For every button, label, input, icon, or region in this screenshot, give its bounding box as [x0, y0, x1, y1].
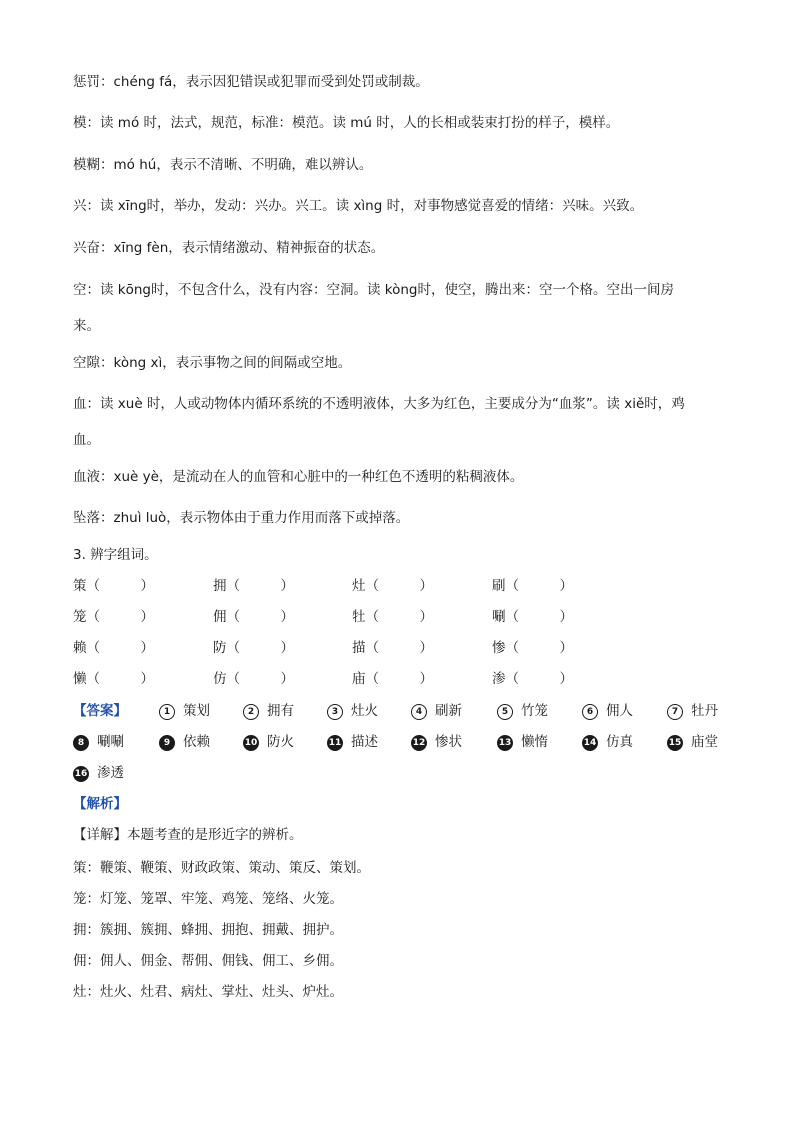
paragraph-mo: 模：读 mó 时，法式，规范，标准：模范。读 mú 时，人的长相或装束打扮的样子，模样。 — [73, 115, 620, 131]
answer-number: 8 — [73, 735, 89, 751]
grid-cell: 刷（ ） — [492, 578, 573, 594]
grid-cell: 描（ ） — [352, 640, 433, 656]
detail-line — [73, 825, 303, 845]
answer-text: 牡丹 — [691, 703, 718, 719]
answer-item — [582, 701, 633, 721]
answer-number: 4 — [411, 704, 427, 720]
paragraph-kongxi: 空隙：kòng xì，表示事物之间的间隔或空地。 — [73, 355, 352, 371]
answer-number: 16 — [73, 766, 89, 782]
answer-number: 3 — [327, 704, 343, 720]
detail-label: 【详解】 — [73, 827, 127, 843]
grid-cell: 惨（ ） — [492, 640, 573, 656]
answer-text: 灶火 — [351, 703, 378, 719]
answer-text: 刷新 — [435, 703, 462, 719]
answer-number: 12 — [411, 735, 427, 751]
answer-text: 防火 — [267, 734, 294, 750]
paragraph-xing: 兴：读 xīng时，举办，发动：兴办。兴工。读 xìng 时，对事物感觉喜爱的情绪：兴味。兴致。 — [73, 198, 644, 214]
grid-cell: 佣（ ） — [213, 609, 294, 625]
answer-item — [411, 732, 462, 752]
grid-cell: 拥（ ） — [213, 578, 294, 594]
answer-number: 9 — [159, 735, 175, 751]
explanation-line: 佣：佣人、佣金、帮佣、佣钱、佣工、乡佣。 — [73, 953, 343, 969]
answer-text: 仿真 — [606, 734, 633, 750]
paragraph-zhuiluo: 坠落：zhuì luò，表示物体由于重力作用而落下或掉落。 — [73, 510, 410, 526]
paragraph-xue: 血：读 xuè 时，人或动物体内循环系统的不透明液体，大多为红色，主要成分为“血浆”。读 xiě时，鸡 — [73, 396, 685, 412]
analysis-label: 【解析】 — [73, 796, 127, 812]
explanation-line: 灶：灶火、灶君、病灶、掌灶、灶头、炉灶。 — [73, 984, 343, 1000]
grid-cell: 懒（ ） — [73, 671, 154, 687]
paragraph-kong: 空：读 kōng时，不包含什么，没有内容：空洞。读 kòng时，使空，腾出来：空一个格。空出一间房 — [73, 282, 675, 298]
answer-number: 11 — [327, 735, 343, 751]
answer-number: 10 — [243, 735, 259, 751]
detail-text: 本题考查的是形近字的辨析。 — [127, 827, 303, 843]
answer-text: 依赖 — [183, 734, 210, 750]
grid-cell: 仿（ ） — [213, 671, 294, 687]
answer-row — [73, 763, 753, 783]
grid-row — [73, 607, 753, 627]
answer-number: 1 — [159, 704, 175, 720]
answer-text: 策划 — [183, 703, 210, 719]
answer-item — [73, 763, 124, 783]
grid-row — [73, 576, 753, 596]
grid-cell: 防（ ） — [213, 640, 294, 656]
paragraph-xueye: 血液：xuè yè，是流动在人的血管和心脏中的一种红色不透明的粘稠液体。 — [73, 469, 524, 485]
grid-cell: 庙（ ） — [352, 671, 433, 687]
paragraph-kong-cont: 来。 — [73, 318, 100, 334]
answer-text: 惨状 — [435, 734, 462, 750]
grid-cell: 灶（ ） — [352, 578, 433, 594]
answer-text: 描述 — [351, 734, 378, 750]
paragraph-chengfa: 惩罚：chéng fá，表示因犯错误或犯罪而受到处罚或制裁。 — [73, 74, 429, 90]
grid-cell: 笼（ ） — [73, 609, 154, 625]
grid-cell: 赖（ ） — [73, 640, 154, 656]
answer-number: 6 — [582, 704, 598, 720]
answer-item — [411, 701, 462, 721]
question-title: 3. 辨字组词。 — [73, 547, 158, 563]
paragraph-mohu: 模糊：mó hú，表示不清晰、不明确，难以辨认。 — [73, 157, 373, 173]
paragraph-xingfen: 兴奋：xīng fèn，表示情绪激动、精神振奋的状态。 — [73, 240, 385, 256]
answer-number: 13 — [497, 735, 513, 751]
answer-number: 7 — [667, 704, 683, 720]
answer-number: 14 — [582, 735, 598, 751]
grid-row — [73, 669, 753, 689]
answer-text: 唰唰 — [97, 734, 124, 750]
answer-item — [159, 701, 210, 721]
answer-text: 懒惰 — [521, 734, 548, 750]
answer-text: 拥有 — [267, 703, 294, 719]
answer-item — [667, 701, 718, 721]
answer-item — [73, 732, 124, 752]
answer-row — [73, 732, 753, 752]
answer-item — [582, 732, 633, 752]
answer-number: 15 — [667, 735, 683, 751]
answer-item — [243, 732, 294, 752]
grid-cell: 策（ ） — [73, 578, 154, 594]
answer-item — [497, 701, 548, 721]
answer-row — [73, 701, 753, 721]
answer-number: 5 — [497, 704, 513, 720]
answer-label: 【答案】 — [73, 703, 127, 719]
grid-cell: 牡（ ） — [352, 609, 433, 625]
answer-text: 竹笼 — [521, 703, 548, 719]
grid-cell: 唰（ ） — [492, 609, 573, 625]
explanation-line: 笼：灯笼、笼罩、牢笼、鸡笼、笼络、火笼。 — [73, 891, 343, 907]
answer-text: 佣人 — [606, 703, 633, 719]
answer-item — [243, 701, 294, 721]
answer-item — [327, 701, 378, 721]
grid-row — [73, 638, 753, 658]
answer-item — [497, 732, 548, 752]
paragraph-xue-cont: 血。 — [73, 432, 100, 448]
answer-item — [159, 732, 210, 752]
answer-text: 渗透 — [97, 765, 124, 781]
answer-text: 庙堂 — [691, 734, 718, 750]
explanation-line: 策：鞭策、鞭策、财政政策、策动、策反、策划。 — [73, 860, 370, 876]
grid-cell: 渗（ ） — [492, 671, 573, 687]
answer-item — [327, 732, 378, 752]
answer-number: 2 — [243, 704, 259, 720]
answer-item — [667, 732, 718, 752]
explanation-line: 拥：簇拥、簇拥、蜂拥、拥抱、拥戴、拥护。 — [73, 922, 343, 938]
